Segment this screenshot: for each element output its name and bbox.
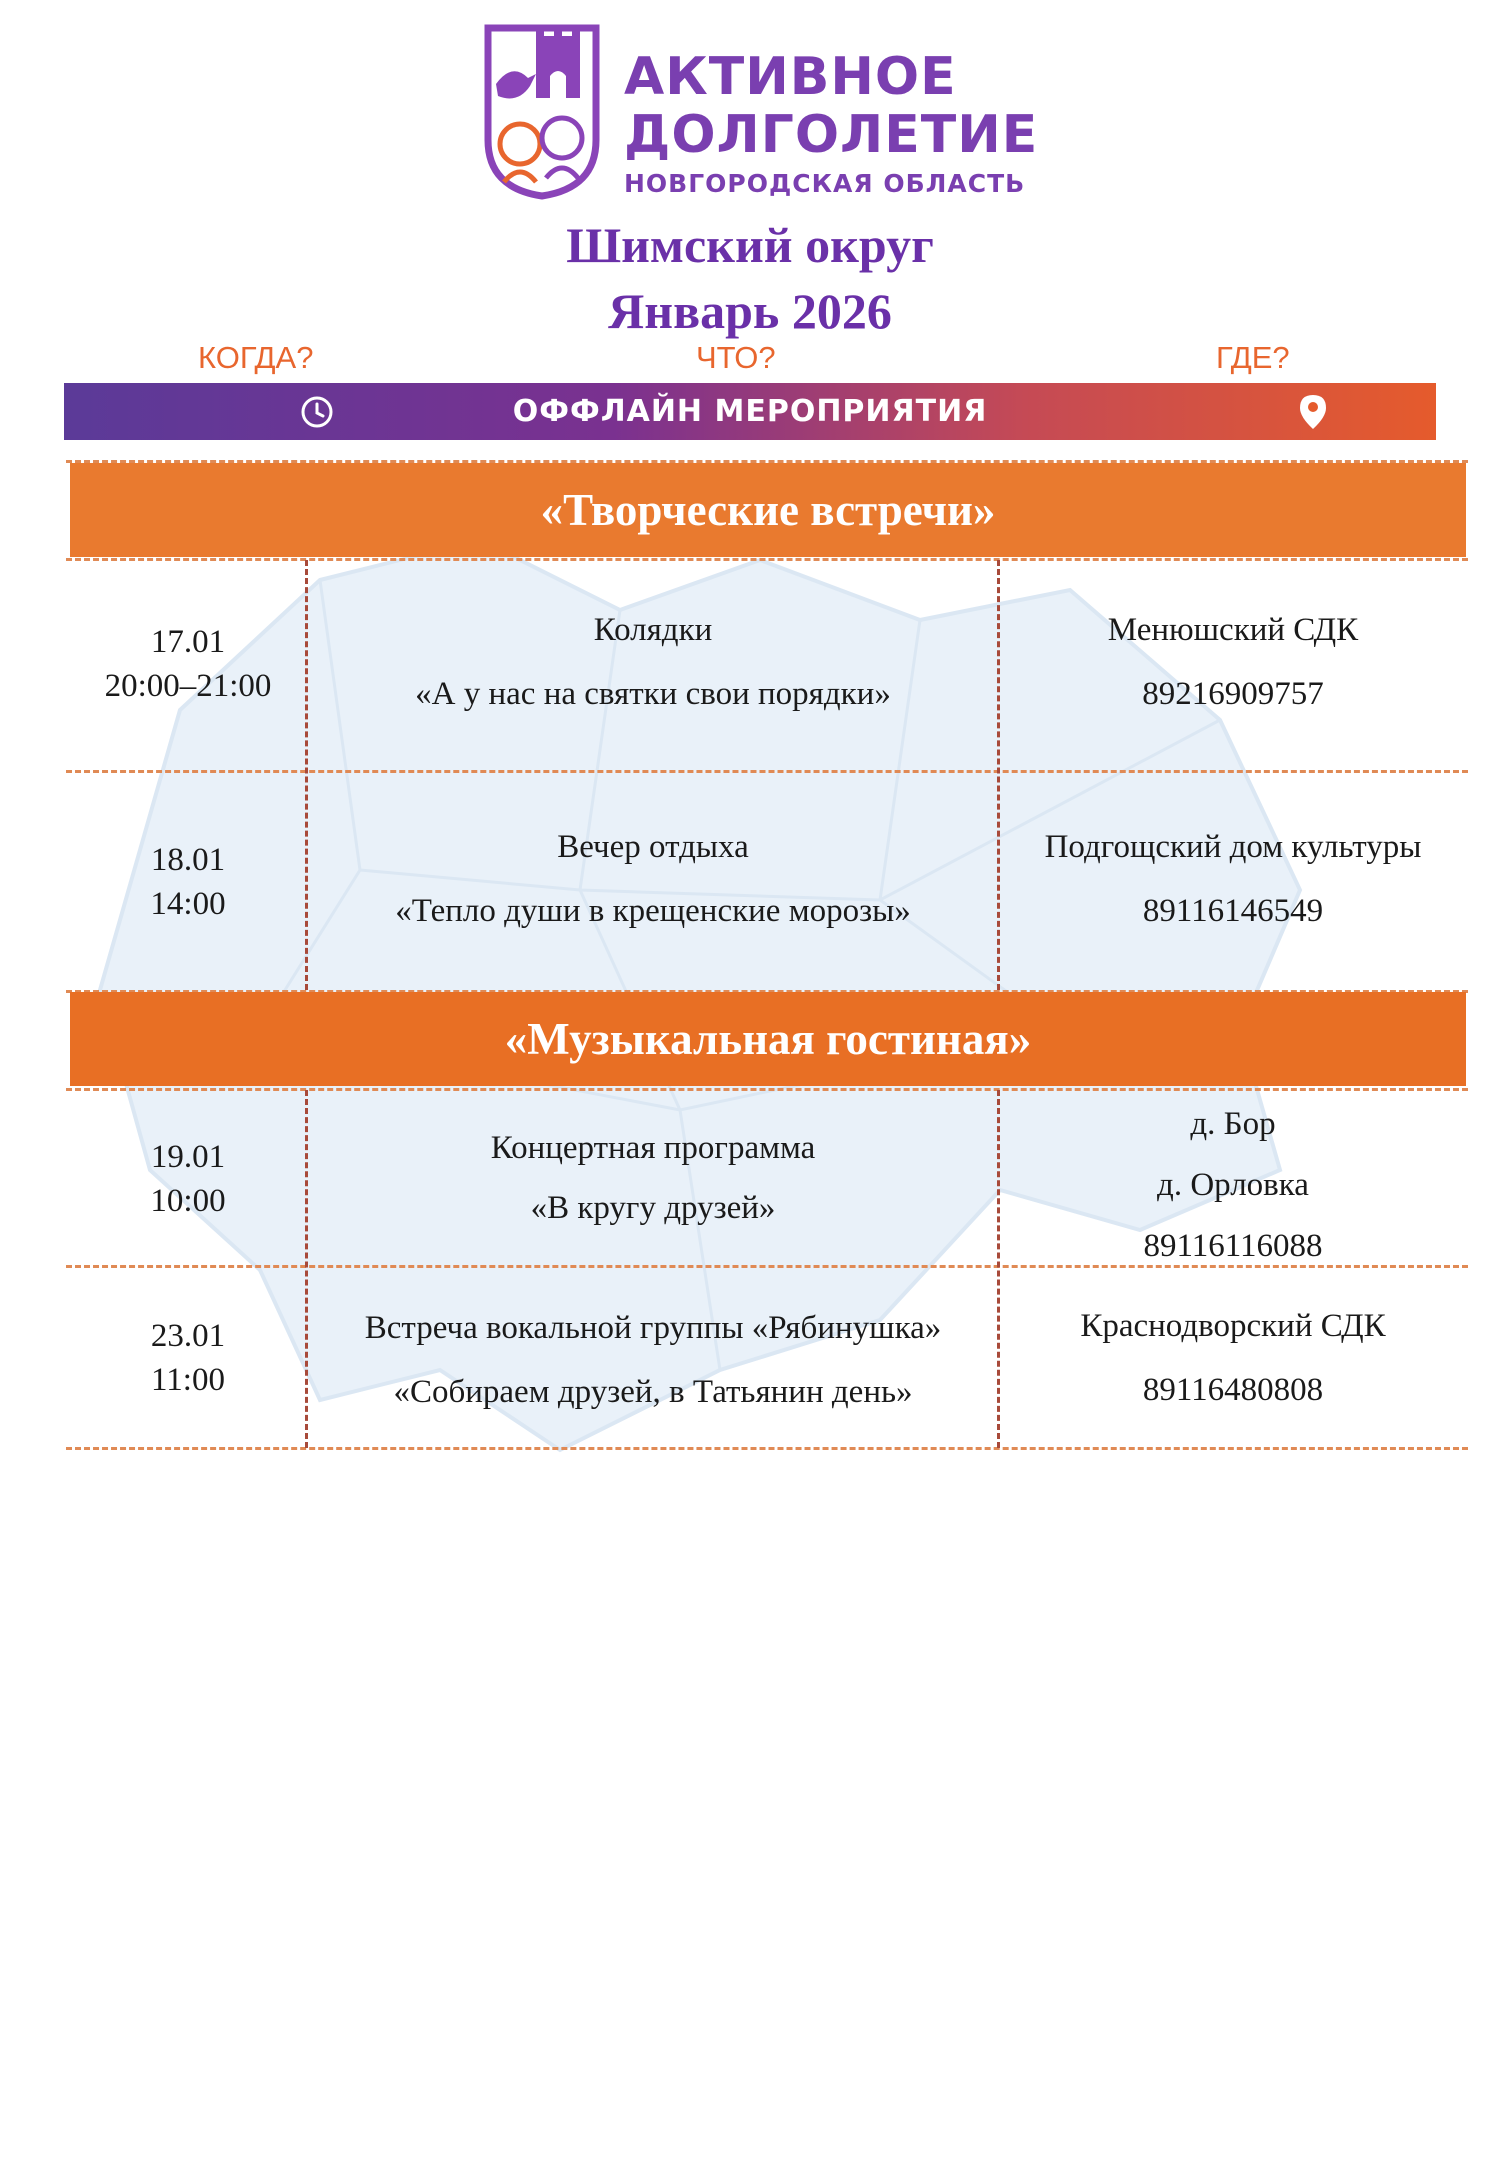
event-type: Колядки <box>593 612 713 648</box>
event-phone: 89116480808 <box>1142 1372 1324 1408</box>
event-time: 14:00 <box>150 886 226 922</box>
event-phone: 89216909757 <box>1142 676 1324 712</box>
column-where-caption: ГДЕ? <box>1216 340 1290 375</box>
event-type: Вечер отдыха <box>557 829 749 865</box>
logo-line-3: НОВГОРОДСКАЯ ОБЛАСТЬ <box>624 169 1026 198</box>
event-place: Краснодворский СДК <box>1080 1308 1386 1344</box>
event-time: 20:00–21:00 <box>104 668 272 704</box>
logo <box>478 22 1038 202</box>
event-place: д. Орловка <box>1157 1167 1309 1203</box>
dashed-divider <box>66 1088 1468 1091</box>
section-header: «Музыкальная гостиная» <box>70 992 1466 1086</box>
event-place: Подгощский дом культуры <box>1044 829 1422 865</box>
event-when <box>70 620 306 708</box>
column-what-caption: ЧТО? <box>696 340 776 375</box>
dashed-divider <box>66 460 1468 463</box>
event-name: «А у нас на святки свои порядки» <box>415 676 891 712</box>
event-phone: 89116116088 <box>1143 1228 1323 1264</box>
month-title: Январь 2026 <box>608 283 892 339</box>
event-what <box>308 608 998 716</box>
event-type: Встреча вокальной группы «Рябинушка» <box>364 1310 942 1346</box>
event-when <box>70 1135 306 1223</box>
event-where <box>1000 608 1466 716</box>
event-where <box>1000 1094 1466 1277</box>
event-name: «Собираем друзей, в Татьянин день» <box>393 1374 913 1410</box>
dashed-divider <box>66 1447 1468 1450</box>
event-date: 19.01 <box>150 1139 226 1175</box>
column-divider <box>305 1090 308 1448</box>
logo-line-2: ДОЛГОЛЕТИЕ <box>624 105 1039 165</box>
event-time: 11:00 <box>151 1362 225 1398</box>
event-name: «В кругу друзей» <box>530 1190 776 1226</box>
event-where <box>1000 1304 1466 1412</box>
event-phone: 89116146549 <box>1142 893 1324 929</box>
dashed-divider <box>66 770 1468 773</box>
dove-tower-elders-emblem-icon <box>478 22 606 200</box>
event-what <box>308 1306 998 1414</box>
column-when-caption: КОГДА? <box>198 340 314 375</box>
event-what <box>308 825 998 933</box>
event-date: 18.01 <box>150 842 226 878</box>
event-where <box>1000 825 1466 933</box>
event-place: д. Бор <box>1190 1106 1276 1142</box>
event-date: 23.01 <box>150 1318 226 1354</box>
section-header: «Творческие встречи» <box>70 463 1466 557</box>
column-divider <box>305 560 308 990</box>
location-pin-icon <box>1298 393 1328 431</box>
dashed-divider <box>66 558 1468 561</box>
dashed-divider <box>66 1265 1468 1268</box>
event-what <box>308 1126 998 1230</box>
event-when <box>70 1314 306 1402</box>
event-name: «Тепло души в крещенские морозы» <box>395 893 911 929</box>
banner-title: ОФФЛАЙН МЕРОПРИЯТИЯ <box>512 394 988 429</box>
column-divider <box>997 560 1000 990</box>
event-place: Менюшский СДК <box>1107 612 1359 648</box>
event-time: 10:00 <box>150 1183 226 1219</box>
column-divider <box>997 1090 1000 1448</box>
event-type: Концертная программа <box>490 1130 816 1166</box>
logo-line-1: АКТИВНОЕ <box>624 47 957 107</box>
offline-events-banner <box>64 383 1436 440</box>
clock-icon <box>300 395 334 429</box>
district-title: Шимский округ <box>566 217 934 273</box>
event-date: 17.01 <box>150 624 226 660</box>
event-when <box>70 838 306 926</box>
